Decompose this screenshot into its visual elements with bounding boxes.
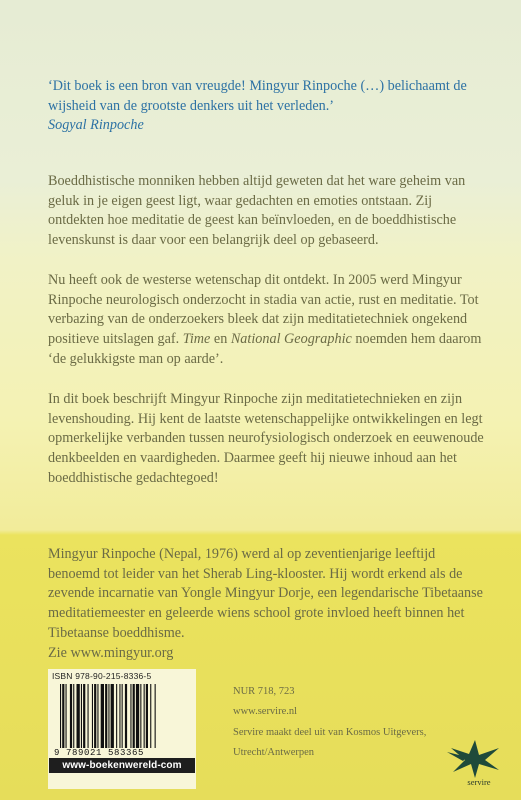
- paragraph-science-text: Nu heeft ook de westerse wetenschap dit ontdekt. In 2005 werd Mingyur Rinpoche neurologisch onderzocht in stadia van actie, rust en meditatie. Tot verbazing van de onderzoekers bleek dat zijn meditatietechniek ongekend positieve uitslagen gaf.: [48, 272, 479, 348]
- nur-code: NUR 718, 723: [233, 686, 295, 697]
- barcode-bar: [60, 684, 61, 748]
- isbn-label: ISBN 978-90-215-8336-5: [52, 671, 152, 681]
- author-website: Zie www.mingyur.org: [48, 644, 174, 661]
- conjunction: en: [213, 331, 228, 348]
- publisher-line-1: Servire maakt deel uit van Kosmos Uitgevers,: [233, 726, 427, 738]
- barcode-bar: [155, 684, 156, 748]
- barcode-bar: [133, 684, 135, 748]
- magazine-national-geographic: National Geographic: [230, 331, 352, 348]
- paragraph-book: In dit boek beschrijft Mingyur Rinpoche zijn meditatietechnieken en zijn levenshouding. Hij kent de laatste wetenschappelijke ontwikkelingen en legt opmerkelijke verbanden tussen neurofysiologisch onderzoek en eeuwenoude denkbeelden en vaardigheden. Daarmee geeft hij nieuwe inhoud aan het boeddhistische gedachtegoed!: [48, 391, 484, 486]
- barcode-bar: [70, 684, 72, 748]
- barcode-bar: [108, 684, 109, 748]
- paragraph-science: [48, 271, 488, 370]
- barcode-bar: [144, 684, 145, 748]
- barcode-bar: [140, 684, 141, 748]
- barcode-bar: [92, 684, 93, 748]
- author-bio: [48, 545, 488, 663]
- barcode-bar: [81, 684, 82, 748]
- quote-text: ‘Dit boek is een bron van vreugde! Mingyur Rinpoche (…) belichaamt de wijsheid van de grootste denkers uit het verleden.’: [48, 78, 467, 114]
- barcode-bar: [83, 684, 85, 748]
- barcode-bar: [77, 684, 80, 748]
- servire-logo-label: servire: [467, 777, 491, 787]
- barcode-graphic: [60, 684, 186, 748]
- website-badge: www-boekenwereld-com: [49, 758, 195, 773]
- barcode-bar: [119, 684, 120, 748]
- barcode-bar: [62, 684, 64, 748]
- author-bio-text: Mingyur Rinpoche (Nepal, 1976) werd al op zeventienjarige leeftijd benoemd tot leider van het Sherab Ling-klooster. Hij wordt erkend als de zevende incarnatie van Yongle Mingyur Dorje, een legendarische Tibetaanse meditatiemeester en geleerde wiens school grote invloed heeft binnen het Tibetaanse boeddhisme.: [48, 546, 483, 641]
- barcode-bar: [125, 684, 127, 748]
- barcode-bar: [88, 684, 89, 748]
- barcode-bar: [116, 684, 117, 748]
- barcode-bar: [94, 684, 96, 748]
- barcode-bar: [122, 684, 123, 748]
- barcode-bar: [66, 684, 67, 748]
- barcode-number: 9 789021 583365: [54, 748, 145, 758]
- publisher-info: [233, 682, 433, 763]
- barcode-bar: [101, 684, 104, 748]
- publisher-line-2: Utrecht/Antwerpen: [233, 746, 315, 758]
- paragraph-intro: Boeddhistische monniken hebben altijd geweten dat het ware geheim van geluk in je eigen geest ligt, waar gedachten en emoties ontstaan. Zij ontdekten hoe meditatie de geest kan beïnvloeden, en de boeddhistische levenskunst is daar voor een belangrijk deel op gebaseerd.: [48, 173, 466, 249]
- endorsement-quote: [48, 77, 488, 136]
- quote-author: Sogyal Rinpoche: [48, 117, 144, 133]
- publisher-url: www.servire.nl: [233, 706, 298, 718]
- barcode-bar: [150, 684, 151, 748]
- barcode-bar: [130, 684, 131, 748]
- barcode-bar: [97, 684, 98, 748]
- barcode-bar: [136, 684, 139, 748]
- barcode-bar: [146, 684, 148, 748]
- barcode-bar: [111, 684, 114, 748]
- magazine-time: Time: [182, 331, 211, 348]
- servire-logo-icon: [445, 734, 505, 782]
- paragraph-science-end: noemden hem daarom ‘de gelukkigste man op aarde’.: [48, 331, 482, 367]
- barcode-bar: [105, 684, 107, 748]
- barcode-bar: [73, 684, 74, 748]
